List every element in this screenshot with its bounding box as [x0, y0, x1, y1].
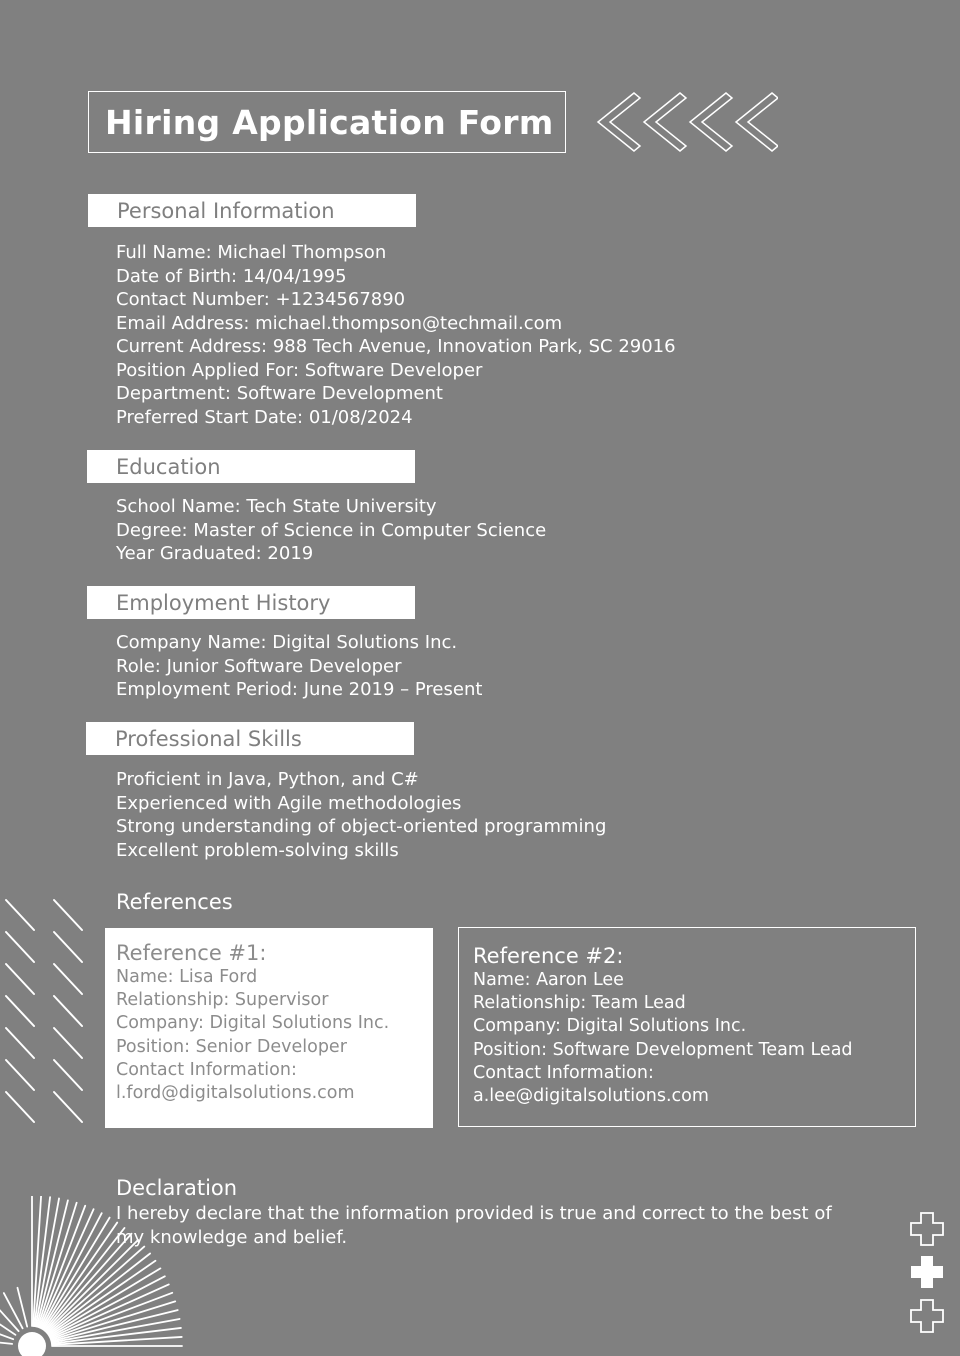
section-title: Professional Skills: [115, 727, 302, 751]
reference-line: Contact Information:: [116, 1059, 297, 1080]
sunburst-ray: [0, 1340, 12, 1344]
section-header-skills: [86, 722, 414, 755]
list-item: School Name: Tech State University: [116, 496, 437, 517]
declaration-block: [116, 1176, 836, 1250]
reference-title: Reference #2:: [473, 944, 624, 968]
chevron-left-icon: [598, 93, 640, 151]
list-item: Department: Software Development: [116, 383, 443, 404]
plus-outline-icon: [911, 1300, 943, 1332]
reference-title: Reference #1:: [116, 941, 267, 965]
section-header-personal: [88, 194, 416, 227]
section-title: Employment History: [116, 591, 331, 615]
section-header-employment: [87, 586, 415, 619]
list-item: Proficient in Java, Python, and C#: [116, 769, 419, 790]
reference-line: l.ford@digitalsolutions.com: [116, 1083, 355, 1104]
list-item: Experienced with Agile methodologies: [116, 792, 462, 814]
reference-line: Relationship: Team Lead: [473, 993, 686, 1014]
list-item: Position Applied For: Software Developer: [116, 359, 483, 381]
title-box: [88, 91, 566, 153]
chevron-left-icon: [690, 93, 732, 151]
plus-filled-icon: [911, 1256, 943, 1288]
section-title: Personal Information: [117, 199, 335, 223]
reference-line: Name: Aaron Lee: [473, 970, 624, 990]
list-item: Role: Junior Software Developer: [116, 655, 402, 677]
sunburst-ray: [0, 1312, 15, 1334]
list-item: Full Name: Michael Thompson: [116, 242, 387, 263]
list-item: Strong understanding of object-oriented programming: [116, 816, 607, 837]
list-item: Preferred Start Date: 01/08/2024: [116, 406, 413, 428]
diagonal-lines-decoration: [0, 896, 90, 1128]
plus-icons-decoration: [908, 1210, 946, 1336]
chevron-left-icon: [644, 93, 686, 151]
reference-line: Relationship: Supervisor: [116, 990, 329, 1011]
plus-outline-icon: [911, 1213, 943, 1245]
reference-card-2: [458, 927, 916, 1127]
chevrons-decoration: [596, 91, 778, 155]
employment-list: [116, 631, 482, 702]
section-header-education: [87, 450, 415, 483]
section-title: Education: [116, 455, 221, 479]
list-item: Employment Period: June 2019 – Present: [116, 679, 483, 700]
reference-line: Position: Senior Developer: [116, 1036, 347, 1057]
list-item: Excellent problem-solving skills: [116, 839, 399, 861]
list-item: Contact Number: +1234567890: [116, 289, 406, 310]
references-heading: References: [116, 890, 233, 914]
list-item: Year Graduated: 2019: [116, 543, 314, 564]
reference-line: Name: Lisa Ford: [116, 967, 258, 987]
reference-card-1: [105, 928, 433, 1128]
reference-line: Company: Digital Solutions Inc.: [473, 1016, 747, 1037]
skills-list: [116, 768, 606, 862]
personal-info-list: [116, 241, 676, 429]
education-list: [116, 495, 546, 566]
list-item: Degree: Master of Science in Computer Science: [116, 519, 547, 541]
list-item: Company Name: Digital Solutions Inc.: [116, 632, 458, 653]
list-item: Date of Birth: 14/04/1995: [116, 265, 347, 287]
chevron-left-icon: [736, 93, 778, 151]
declaration-heading: Declaration: [116, 1176, 238, 1200]
reference-line: a.lee@digitalsolutions.com: [473, 1086, 709, 1107]
reference-line: Company: Digital Solutions Inc.: [116, 1013, 390, 1034]
page-title: Hiring Application Form: [105, 102, 554, 142]
list-item: Email Address: michael.thompson@techmail.com: [116, 312, 563, 334]
declaration-text: I hereby declare that the information provided is true and correct to the best of my knowledge and belief.: [116, 1203, 832, 1248]
reference-line: Contact Information:: [473, 1062, 654, 1083]
list-item: Current Address: 988 Tech Avenue, Innovation Park, SC 29016: [116, 336, 676, 357]
reference-line: Position: Software Development Team Lead: [473, 1039, 853, 1060]
